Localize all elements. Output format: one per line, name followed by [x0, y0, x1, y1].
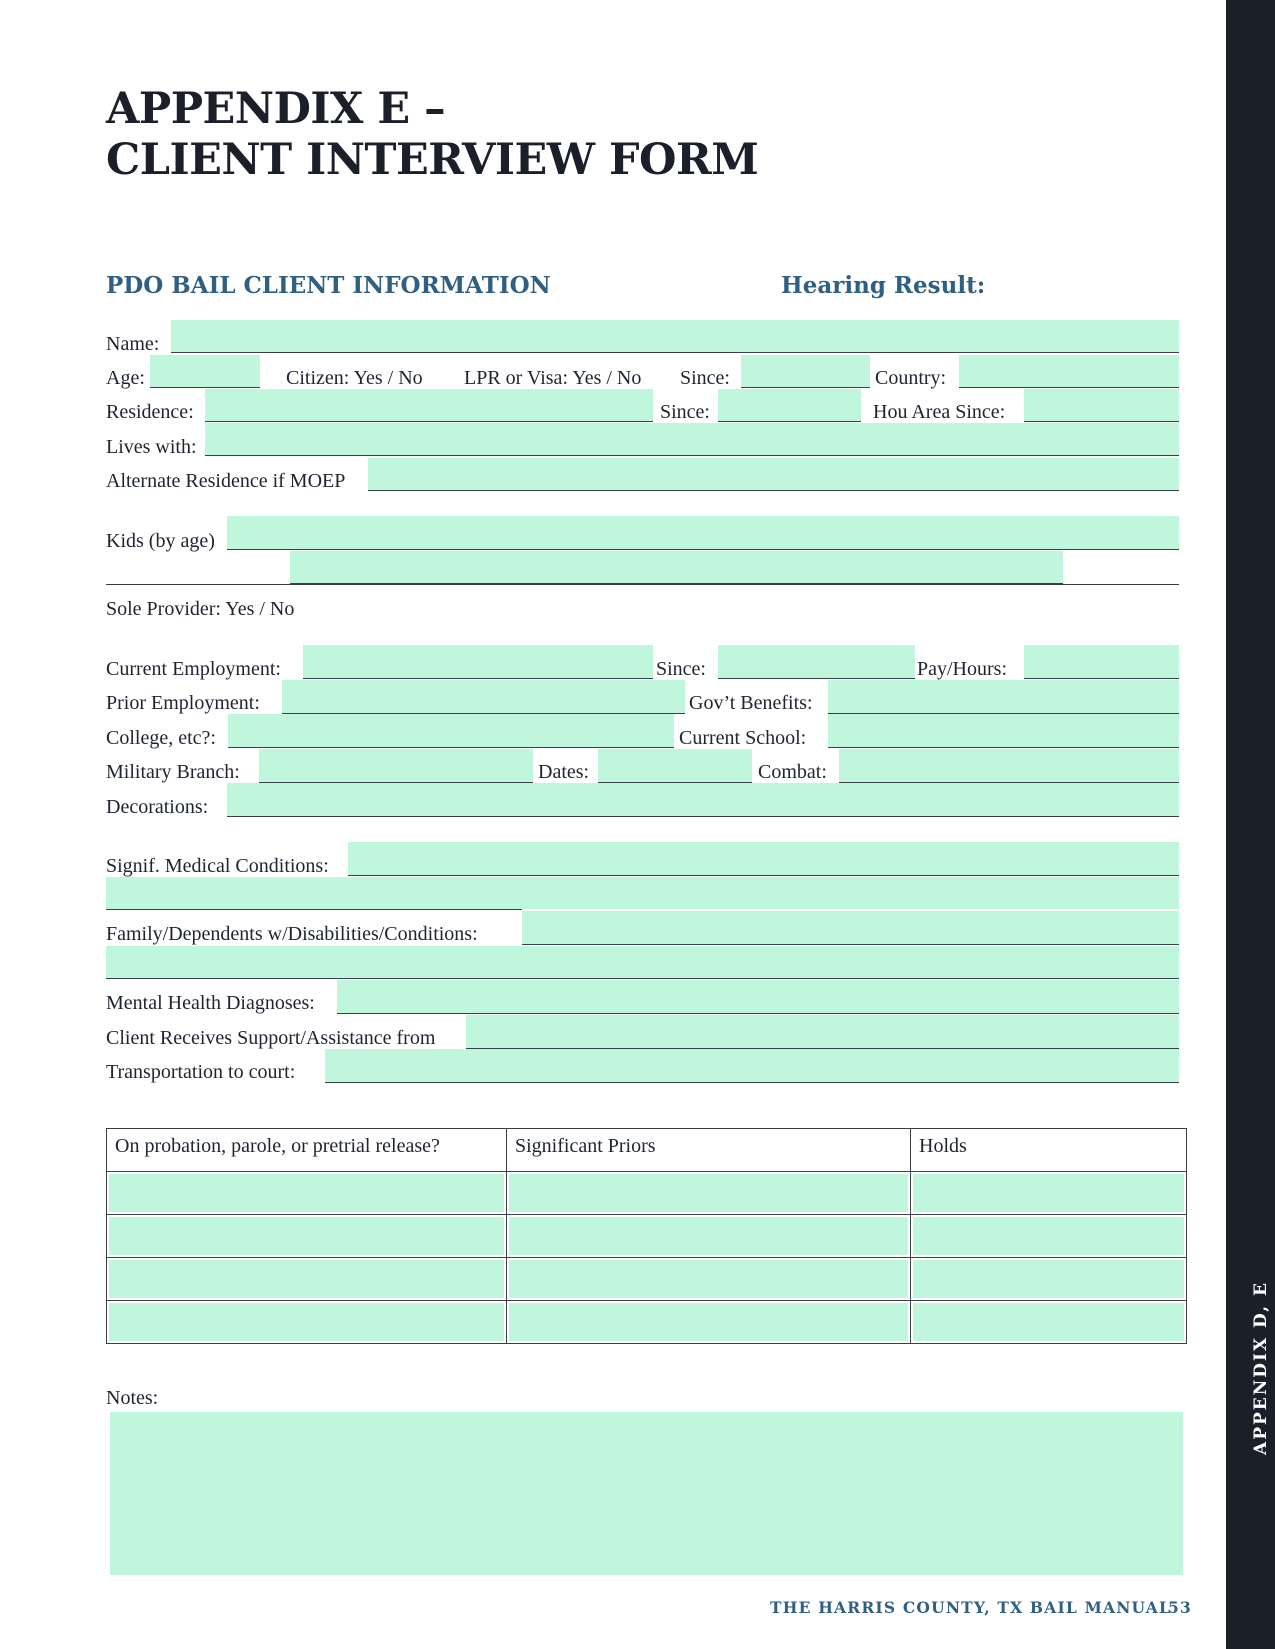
title-line-2: CLIENT INTERVIEW FORM: [106, 135, 759, 185]
notes-label: Notes:: [106, 1387, 159, 1409]
military-branch-field[interactable]: [259, 749, 533, 783]
family-disabilities-field[interactable]: [522, 911, 1179, 945]
combat-label: Combat:: [758, 761, 827, 783]
page-number: 53: [1168, 1598, 1192, 1617]
gov-benefits-field[interactable]: [828, 680, 1179, 714]
family-disabilities-label: Family/Dependents w/Disabilities/Conditions:: [106, 923, 478, 945]
section-title: PDO BAIL CLIENT INFORMATION: [106, 272, 551, 299]
current-employment-field[interactable]: [303, 645, 653, 679]
employment-since-field[interactable]: [718, 645, 915, 679]
gov-benefits-label: Gov’t Benefits:: [689, 692, 813, 714]
priors-cell[interactable]: [509, 1303, 908, 1341]
table-row: [107, 1301, 1187, 1344]
decorations-label: Decorations:: [106, 796, 209, 818]
holds-cell[interactable]: [913, 1174, 1184, 1212]
title-line-1: APPENDIX E –: [106, 84, 446, 134]
page-title: [106, 84, 758, 186]
notes-field[interactable]: [110, 1412, 1183, 1575]
lpr-visa-label[interactable]: LPR or Visa: Yes / No: [464, 367, 642, 389]
residence-label: Residence:: [106, 401, 194, 423]
current-employment-label: Current Employment:: [106, 658, 281, 680]
since-label: Since:: [680, 367, 730, 389]
citizen-label[interactable]: Citizen: Yes / No: [286, 367, 423, 389]
kids-label: Kids (by age): [106, 530, 215, 552]
probation-cell[interactable]: [109, 1303, 504, 1341]
medical-field[interactable]: [348, 842, 1179, 876]
residence-since-field[interactable]: [718, 389, 861, 422]
name-field[interactable]: [171, 320, 1179, 353]
college-field[interactable]: [228, 714, 674, 748]
table-header-row: [107, 1129, 1187, 1172]
mental-health-label: Mental Health Diagnoses:: [106, 992, 315, 1014]
holds-cell[interactable]: [913, 1303, 1184, 1341]
college-label: College, etc?:: [106, 727, 216, 749]
medical-label: Signif. Medical Conditions:: [106, 855, 329, 877]
dates-label: Dates:: [538, 761, 590, 783]
pay-hours-field[interactable]: [1024, 645, 1179, 679]
prior-employment-label: Prior Employment:: [106, 692, 260, 714]
priors-header: Significant Priors: [507, 1129, 911, 1172]
alt-residence-field[interactable]: [368, 458, 1179, 491]
family-disabilities-field-2[interactable]: [106, 946, 1179, 979]
holds-header: Holds: [911, 1129, 1187, 1172]
sidebar-label: APPENDIX D, E: [1251, 1281, 1271, 1455]
residence-field[interactable]: [205, 389, 653, 422]
country-field[interactable]: [959, 355, 1179, 388]
pay-hours-label: Pay/Hours:: [917, 658, 1007, 680]
holds-cell[interactable]: [913, 1217, 1184, 1255]
probation-header: On probation, parole, or pretrial release?: [107, 1129, 507, 1172]
sole-provider-label[interactable]: Sole Provider: Yes / No: [106, 598, 295, 620]
priors-cell[interactable]: [509, 1217, 908, 1255]
kids-field-2[interactable]: [290, 551, 1063, 584]
lives-with-label: Lives with:: [106, 436, 197, 458]
current-school-field[interactable]: [828, 714, 1179, 748]
priors-table: [106, 1128, 1187, 1344]
mental-health-field[interactable]: [337, 980, 1179, 1014]
prior-employment-field[interactable]: [282, 680, 685, 714]
table-row: [107, 1215, 1187, 1258]
kids-underline-2: [106, 584, 1179, 585]
lives-with-field[interactable]: [205, 423, 1179, 456]
support-label: Client Receives Support/Assistance from: [106, 1027, 436, 1049]
decorations-field[interactable]: [227, 783, 1179, 817]
since-field[interactable]: [741, 355, 870, 388]
medical-underline-2: [106, 909, 522, 910]
kids-field[interactable]: [227, 516, 1179, 550]
probation-cell[interactable]: [109, 1217, 504, 1255]
transportation-label: Transportation to court:: [106, 1061, 296, 1083]
probation-cell[interactable]: [109, 1260, 504, 1298]
combat-field[interactable]: [839, 749, 1179, 783]
priors-cell[interactable]: [509, 1260, 908, 1298]
military-branch-label: Military Branch:: [106, 761, 240, 783]
name-label: Name:: [106, 333, 160, 355]
probation-cell[interactable]: [109, 1174, 504, 1212]
age-field[interactable]: [150, 355, 260, 388]
hou-area-since-field[interactable]: [1024, 389, 1179, 422]
table-row: [107, 1258, 1187, 1301]
dates-field[interactable]: [598, 749, 752, 783]
employment-since-label: Since:: [656, 658, 706, 680]
hearing-result-label: Hearing Result:: [781, 272, 986, 299]
hou-area-since-label: Hou Area Since:: [873, 401, 1006, 423]
alt-residence-label: Alternate Residence if MOEP: [106, 470, 346, 492]
residence-since-label: Since:: [660, 401, 710, 423]
country-label: Country:: [875, 367, 947, 389]
current-school-label: Current School:: [679, 727, 807, 749]
table-row: [107, 1172, 1187, 1215]
priors-cell[interactable]: [509, 1174, 908, 1212]
support-field[interactable]: [466, 1015, 1179, 1049]
age-label: Age:: [106, 367, 145, 389]
transportation-field[interactable]: [325, 1049, 1179, 1083]
holds-cell[interactable]: [913, 1260, 1184, 1298]
footer-text: THE HARRIS COUNTY, TX BAIL MANUAL: [770, 1598, 1172, 1617]
medical-field-2[interactable]: [106, 877, 1179, 909]
